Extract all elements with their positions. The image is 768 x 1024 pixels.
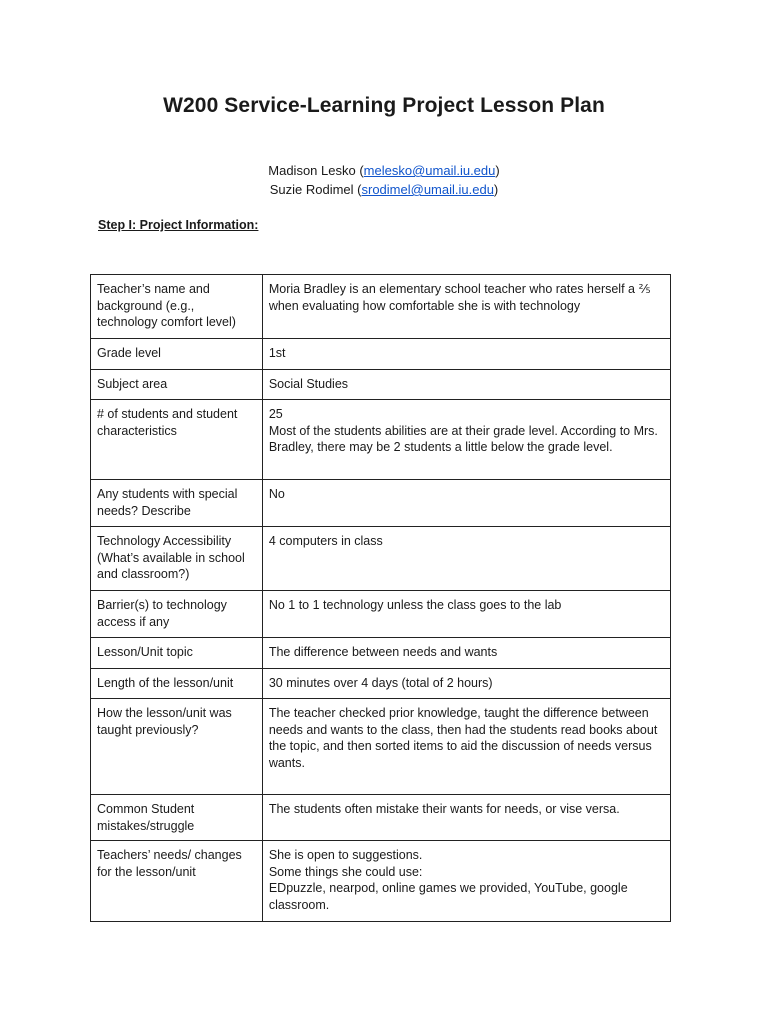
- table-row: [91, 370, 671, 400]
- row-value: [262, 699, 670, 795]
- author-line: Suzie Rodimel (srodimel@umail.iu.edu): [269, 182, 499, 197]
- author-email-link[interactable]: melesko@umail.iu.edu: [363, 163, 496, 178]
- row-label: How the lesson/unit was taught previously?: [91, 699, 263, 795]
- row-value: [262, 669, 670, 699]
- row-value: [262, 400, 670, 480]
- table-row: [91, 841, 671, 922]
- row-value: [262, 480, 670, 527]
- value-line: Most of the students abilities are at their grade level. According to Mrs. Bradley, there may be 2 students a little below the grade level.: [268, 423, 658, 454]
- row-value: [262, 638, 670, 669]
- value-line: She is open to suggestions.: [268, 848, 423, 862]
- project-info-table: [90, 274, 671, 922]
- value-line: 30 minutes over 4 days (total of 2 hours): [268, 676, 493, 690]
- author-name: Suzie Rodimel: [269, 182, 354, 197]
- step-heading: Step I: Project Information:: [98, 218, 259, 232]
- table-row: [91, 339, 671, 370]
- row-value: [262, 339, 670, 370]
- row-label: Teachers’ needs/ changes for the lesson/unit: [91, 841, 263, 922]
- row-value: [262, 841, 670, 922]
- row-value: [262, 370, 670, 400]
- page-title: W200 Service-Learning Project Lesson Plan: [163, 94, 605, 117]
- value-line: No 1 to 1 technology unless the class goes to the lab: [268, 598, 562, 612]
- value-line: 1st: [268, 346, 286, 360]
- value-line: The students often mistake their wants for needs, or vise versa.: [268, 802, 620, 816]
- row-value: [262, 275, 670, 339]
- row-label: Length of the lesson/unit: [91, 669, 263, 699]
- value-line: EDpuzzle, nearpod, online games we provided, YouTube, google classroom.: [268, 881, 628, 912]
- table-row: [91, 480, 671, 527]
- row-label: Subject area: [91, 370, 263, 400]
- row-value: [262, 591, 670, 638]
- row-label: # of students and student characteristics: [91, 400, 263, 480]
- author-line: Madison Lesko (melesko@umail.iu.edu): [268, 163, 500, 178]
- row-label: Any students with special needs? Describe: [91, 480, 263, 527]
- table-row: [91, 275, 671, 339]
- table-row: [91, 591, 671, 638]
- value-line: 4 computers in class: [268, 534, 383, 548]
- row-label: Lesson/Unit topic: [91, 638, 263, 669]
- value-line: Some things she could use:: [268, 864, 423, 879]
- author-list: [0, 161, 768, 199]
- table-row: [91, 638, 671, 669]
- row-label: Common Student mistakes/struggle: [91, 795, 263, 841]
- value-line: The difference between needs and wants: [268, 645, 498, 659]
- row-value: [262, 795, 670, 841]
- table-row: [91, 699, 671, 795]
- table-row: [91, 400, 671, 480]
- table-row: [91, 669, 671, 699]
- author-name: Madison Lesko: [268, 163, 356, 178]
- value-line: 25: [268, 407, 283, 421]
- value-line: Social Studies: [268, 377, 349, 391]
- value-line: No: [268, 487, 285, 501]
- row-label: Barrier(s) to technology access if any: [91, 591, 263, 638]
- value-line: Moria Bradley is an elementary school teacher who rates herself a ⅖ when evaluating how comfortable she is with technology: [268, 282, 651, 313]
- row-label: Grade level: [91, 339, 263, 370]
- author-email-link[interactable]: srodimel@umail.iu.edu: [361, 182, 494, 197]
- row-value: [262, 527, 670, 591]
- row-label: Teacher’s name and background (e.g., technology comfort level): [91, 275, 263, 339]
- row-label: Technology Accessibility (What’s available in school and classroom?): [91, 527, 263, 591]
- table-row: [91, 795, 671, 841]
- value-line: The teacher checked prior knowledge, taught the difference between needs and wants to the class, then had the students read books about the topic, and then sorted items to aid the discussion of needs versus wants.: [268, 706, 658, 770]
- table-row: [91, 527, 671, 591]
